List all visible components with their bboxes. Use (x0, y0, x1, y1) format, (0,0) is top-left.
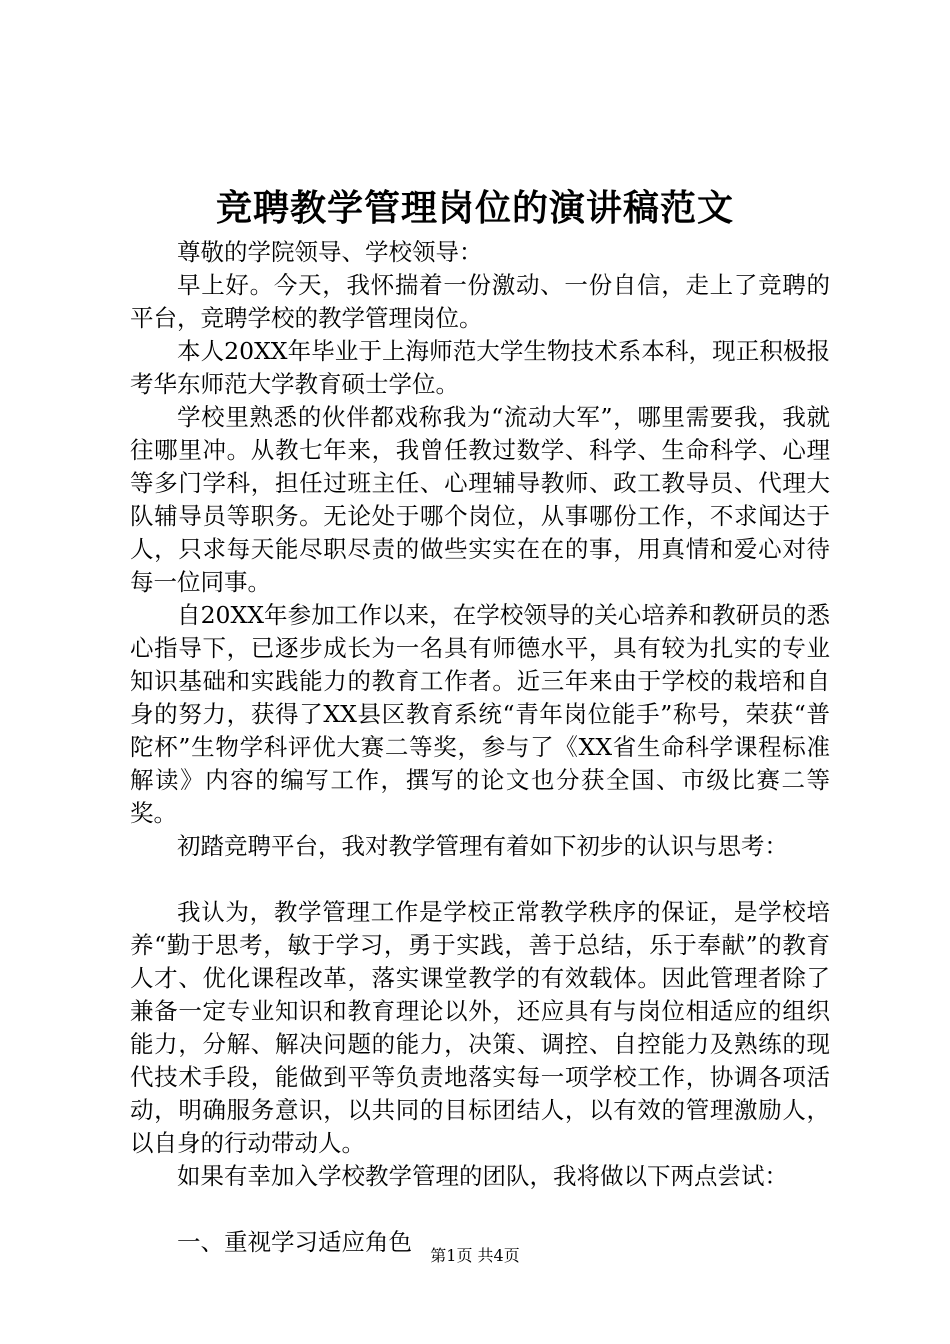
reflection-intro-paragraph: 初踏竞聘平台，我对教学管理有着如下初步的认识与思考： (177, 832, 788, 860)
section-heading-1: 一、重视学习适应角色 (177, 1228, 412, 1256)
plan-intro-paragraph: 如果有幸加入学校教学管理的团队，我将做以下两点尝试： (177, 1162, 788, 1190)
salutation-paragraph: 尊敬的学院领导、学校领导： (177, 238, 483, 266)
background-paragraph: 本人20XX年毕业于上海师范大学生物技术系本科，现正积极报考华东师范大学教育硕士学位。 (130, 337, 830, 398)
document-title: 竞聘教学管理岗位的演讲稿范文 (215, 187, 734, 229)
achievements-paragraph: 自20XX年参加工作以来，在学校领导的关心培养和教研员的悉心指导下，已逐步成长为一名具有师德水平，具有较为扎实的专业知识基础和实践能力的教育工作者。近三年来由于学校的栽培和自身的努力，获得了XX县区教育系统“青年岗位能手”称号，荣获“普陀杯”生物学科评优大赛二等奖，参与了《XX省生命科学课程标准解读》内容的编写工作，撰写的论文也分获全国、市级比赛二等奖。 (130, 601, 830, 827)
document-body (130, 236, 830, 1259)
greeting-paragraph: 早上好。今天，我怀揣着一份激动、一份自信，走上了竞聘的平台，竞聘学校的教学管理岗位。 (130, 271, 830, 332)
management-view-paragraph: 我认为，教学管理工作是学校正常教学秩序的保证，是学校培养“勤于思考，敏于学习，勇于实践，善于总结，乐于奉献”的教育人才、优化课程改革，落实课堂教学的有效载体。因此管理者除了兼备一定专业知识和教育理论以外，还应具有与岗位相适应的组织能力，分解、解决问题的能力，决策、调控、自控能力及熟练的现代技术手段，能做到平等负责地落实每一项学校工作，协调各项活动，明确服务意识，以共同的目标团结人，以有效的管理激励人，以自身的行动带动人。 (130, 898, 830, 1157)
page-footer: 第1页 共4页 (430, 1246, 520, 1265)
experience-paragraph: 学校里熟悉的伙伴都戏称我为“流动大军”，哪里需要我，我就往哪里冲。从教七年来，我曾任教过数学、科学、生命科学、心理等多门学科，担任过班主任、心理辅导教师、政工教导员、代理大队辅导员等职务。无论处于哪个岗位，从事哪份工作，不求闻达于人，只求每天能尽职尽责的做些实实在在的事，用真情和爱心对待每一位同事。 (130, 403, 830, 596)
